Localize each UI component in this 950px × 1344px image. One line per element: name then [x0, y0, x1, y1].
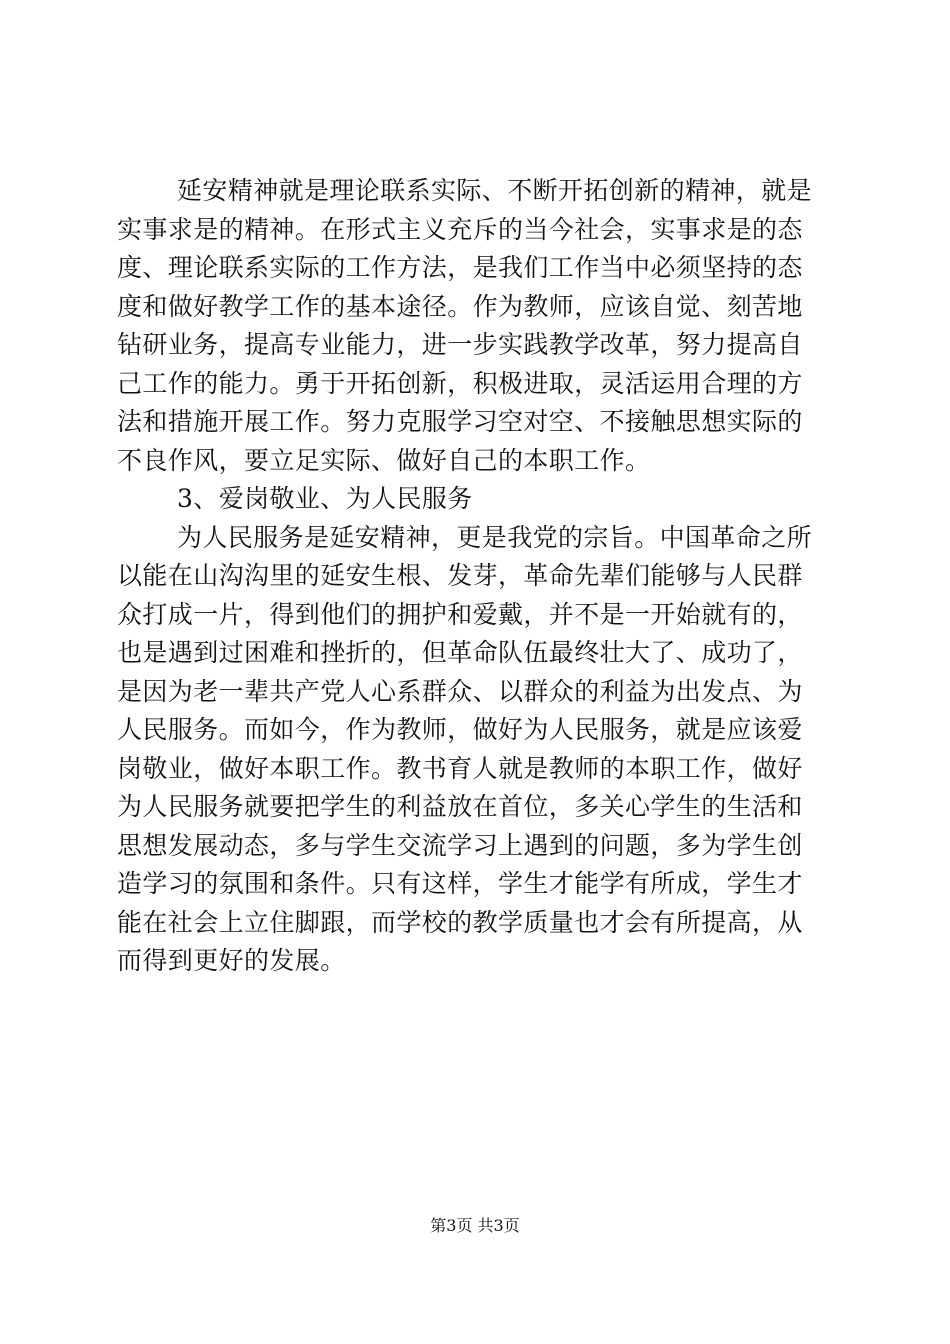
- paragraph-line: 己工作的能力。勇于开拓创新，积极进取，灵活运用合理的方: [117, 368, 803, 398]
- paragraph-1: [117, 172, 837, 480]
- document-body: [117, 172, 837, 981]
- paragraph-line: 而得到更好的发展。: [117, 946, 346, 975]
- paragraph-line: 为人民服务就要把学生的利益放在首位，多关心学生的生活和: [117, 792, 803, 821]
- paragraph-line: 度、理论联系实际的工作方法，是我们工作当中必须坚持的态: [117, 253, 803, 282]
- paragraph-line: 实事求是的精神。在形式主义充斥的当今社会，实事求是的态: [117, 214, 803, 244]
- page-number-footer: 第3页 共3页: [430, 1216, 520, 1235]
- paragraph-line: 法和措施开展工作。努力克服学习空对空、不接触思想实际的: [117, 407, 803, 436]
- paragraph-line: 思想发展动态，多与学生交流学习上遇到的问题，多为学生创: [117, 830, 803, 860]
- paragraph-2: [117, 519, 837, 981]
- paragraph-line: 钻研业务，提高专业能力，进一步实践教学改革，努力提高自: [117, 330, 803, 359]
- section-heading: 3、爱岗敬业、为人民服务: [177, 484, 473, 513]
- paragraph-line: 众打成一片，得到他们的拥护和爱戴，并不是一开始就有的，: [117, 599, 803, 629]
- paragraph-line: 度和做好教学工作的基本途径。作为教师，应该自觉、刻苦地: [117, 291, 803, 321]
- paragraph-line: 不良作风，要立足实际、做好自己的本职工作。: [117, 445, 651, 475]
- paragraph-line: 是因为老一辈共产党人心系群众、以群众的利益为出发点、为: [117, 676, 803, 706]
- paragraph-line: 延安精神就是理论联系实际、不断开拓创新的精神，就是: [177, 176, 813, 205]
- paragraph-line: 岗敬业，做好本职工作。教书育人就是教师的本职工作，做好: [117, 753, 803, 783]
- paragraph-line: 造学习的氛围和条件。只有这样，学生才能学有所成，学生才: [117, 869, 803, 898]
- paragraph-line: 为人民服务是延安精神，更是我党的宗旨。中国革命之所: [177, 522, 813, 552]
- paragraph-line: 人民服务。而如今，作为教师，做好为人民服务，就是应该爱: [117, 715, 803, 744]
- paragraph-line: 也是遇到过困难和挫折的，但革命队伍最终壮大了、成功了，: [117, 638, 803, 667]
- paragraph-line: 能在社会上立住脚跟，而学校的教学质量也才会有所提高，从: [117, 907, 803, 937]
- paragraph-line: 以能在山沟沟里的延安生根、发芽，革命先辈们能够与人民群: [117, 561, 803, 590]
